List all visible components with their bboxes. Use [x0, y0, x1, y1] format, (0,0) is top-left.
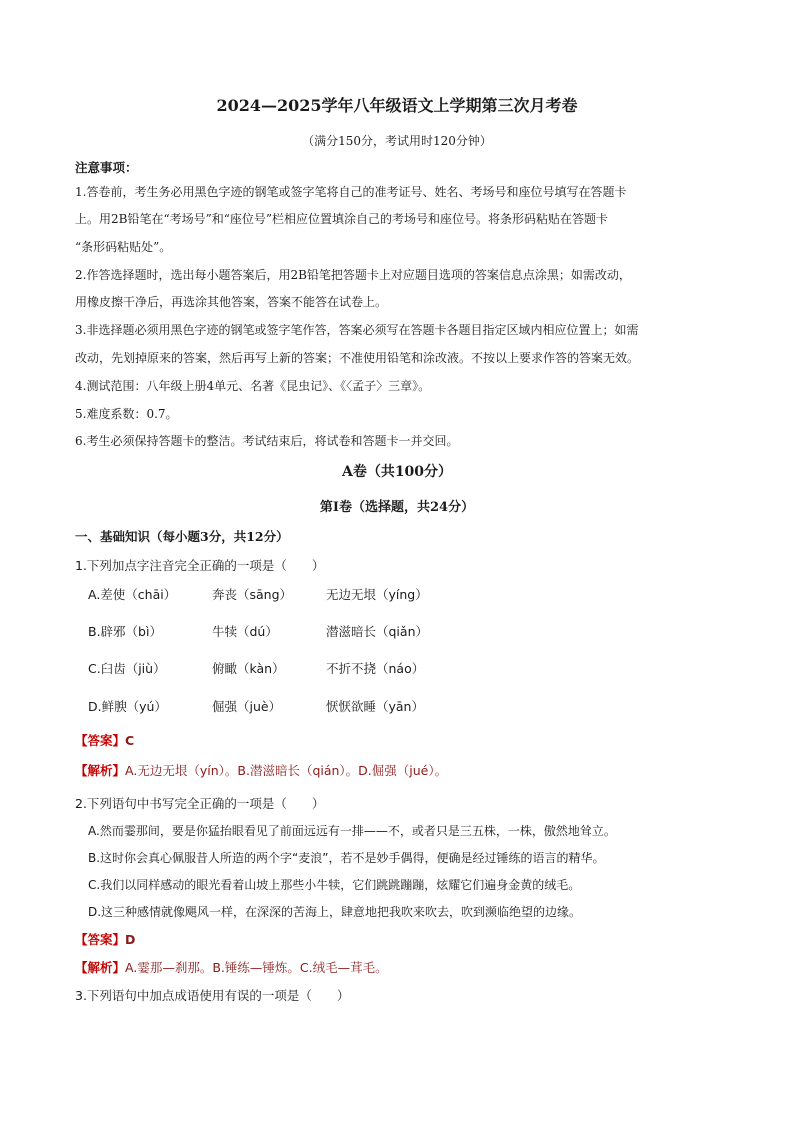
q1-option: 俯瞰（kàn）: [212, 661, 285, 676]
q1-option: 倔强（juè）: [212, 699, 282, 714]
note-line: 改动，先划掉原来的答案，然后再写上新的答案；不准使用铅笔和涂改液。不按以上要求作答的答案无效。: [75, 351, 640, 365]
q1-answer: 【答案】C: [75, 733, 135, 748]
q1-option: 潜滋暗长（qiǎn）: [326, 624, 428, 639]
part1-title: 第Ⅰ卷（选择题，共24分）: [319, 500, 475, 515]
note-line: 4.测试范围：八年级上册4单元、名著《昆虫记》、《〈孟子〉三章》。: [75, 379, 431, 393]
exam-title: 2024—2025学年八年级语文上学期第三次月考卷: [216, 96, 578, 115]
q2-option: B.这时你会真心佩服昔人所造的两个字“麦浪”，若不是妙手偶得，便确是经过锤练的语言的精华。: [88, 851, 605, 865]
analysis-label: 解析: [87, 763, 113, 778]
note-line: “条形码粘贴处”。: [75, 240, 172, 254]
question-3-stem: 3.下列语句中加点成语使用有误的一项是（ ）: [75, 988, 350, 1003]
note-line: 3.非选择题必须用黑色字迹的钢笔或签字笔作答，答案必须写在答题卡各题目指定区域内相应位置上；如需: [75, 323, 639, 337]
q1-option: B.辟邪（bì）: [88, 624, 162, 639]
q2-option: D.这三种感情就像飓风一样，在深深的苦海上，肆意地把我吹来吹去，吹到濒临绝望的边缘。: [88, 905, 582, 919]
question-1-stem: 1.下列加点字注音完全正确的一项是（ ）: [75, 558, 325, 573]
q2-answer: 【答案】D: [75, 932, 136, 947]
q1-analysis: 【解析】A.无边无垠（yín）。B.潜滋暗长（qián）。D.倔强（jué）。: [75, 763, 448, 778]
answer-label: 答案: [87, 733, 113, 748]
q2-analysis-text: A.霎那—刹那。B.锤练—锤炼。C.绒毛—茸毛。: [125, 960, 388, 975]
q1-option: 不折不挠（náo）: [326, 661, 425, 676]
q1-option: A.差使（chāi）: [88, 587, 177, 602]
q1-option: 恹恹欲睡（yān）: [326, 699, 424, 714]
notes-heading: 注意事项：: [75, 160, 138, 175]
answer-label: 答案: [87, 932, 113, 947]
q1-option: C.臼齿（jiù）: [88, 661, 166, 676]
note-line: 5.难度系数：0.7。: [75, 407, 178, 421]
q1-option: 牛犊（dú）: [212, 624, 278, 639]
basic-knowledge-heading: 一、基础知识（每小题3分，共12分）: [75, 529, 289, 544]
q1-option: D.鲜腴（yú）: [88, 699, 167, 714]
note-line: 6.考生必须保持答题卡的整洁。考试结束后，将试卷和答题卡一并交回。: [75, 434, 459, 448]
q2-option: A.然而霎那间，要是你猛抬眼看见了前面远远有一排——不，或者只是三五株，一株，傲然地耸立。: [88, 824, 616, 838]
q1-analysis-text: A.无边无垠（yín）。B.潜滋暗长（qián）。D.倔强（jué）。: [125, 763, 448, 778]
q2-analysis: 【解析】A.霎那—刹那。B.锤练—锤炼。C.绒毛—茸毛。: [75, 960, 388, 975]
note-line: 2.作答选择题时，选出每小题答案后，用2B铅笔把答题卡上对应题目选项的答案信息点涂黑；如需改动，: [75, 268, 631, 282]
q1-option: 无边无垠（yíng）: [326, 587, 428, 602]
analysis-label: 解析: [87, 960, 113, 975]
q2-option: C.我们以同样感动的眼光看着山坡上那些小牛犊，它们跳跳蹦蹦，炫耀它们遍身金黄的绒毛。: [88, 878, 581, 892]
q2-answer-value: D: [125, 932, 136, 947]
a-volume-title: A卷（共100分）: [341, 464, 453, 480]
q1-option: 奔丧（sāng）: [212, 587, 293, 602]
question-2-stem: 2.下列语句中书写完全正确的一项是（ ）: [75, 796, 325, 811]
exam-subtitle: （满分150分，考试用时120分钟）: [302, 134, 492, 148]
note-line: 上。用2B铅笔在“考场号”和“座位号”栏相应位置填涂自己的考场号和座位号。将条形码粘贴在答题卡: [75, 212, 608, 226]
q1-answer-value: C: [125, 733, 135, 748]
note-line: 1.答卷前，考生务必用黑色字迹的钢笔或签字笔将自己的准考证号、姓名、考场号和座位号填写在答题卡: [75, 185, 627, 199]
note-line: 用橡皮擦干净后，再选涂其他答案，答案不能答在试卷上。: [75, 295, 388, 309]
